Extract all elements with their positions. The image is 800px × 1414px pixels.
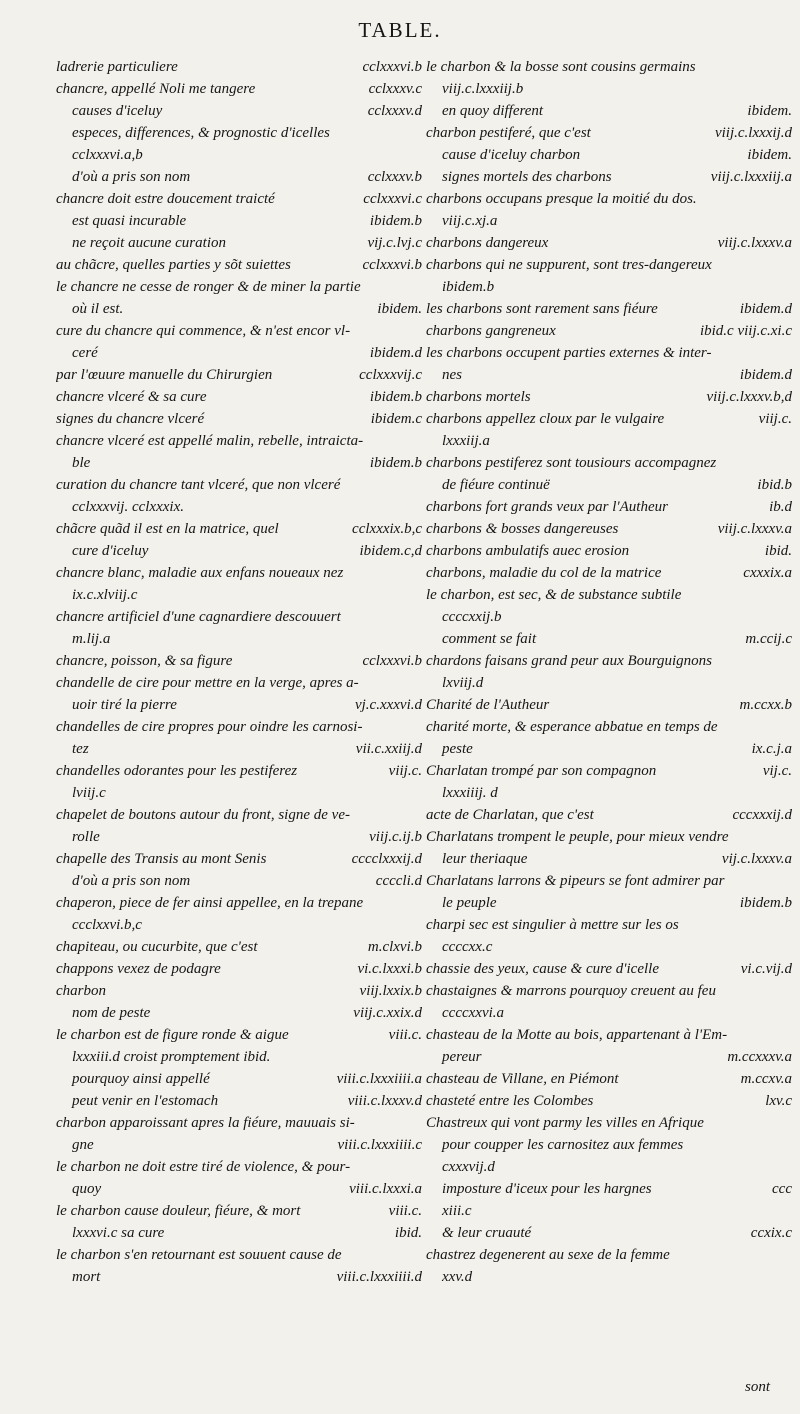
- entry-text: d'où a pris son nom: [72, 873, 191, 889]
- index-entry: [426, 892, 792, 914]
- index-entry: [426, 144, 792, 166]
- entry-text: cxxxvij.d: [442, 1159, 495, 1175]
- entry-text: ladrerie particuliere: [56, 59, 178, 75]
- entry-reference: cclxxxvi.c: [363, 191, 422, 207]
- entry-reference: ccc: [772, 1181, 792, 1197]
- index-entry: [56, 122, 422, 144]
- entry-text: chancre, appellé Noli me tangere: [56, 81, 256, 97]
- index-entry: [56, 1134, 422, 1156]
- left-column: [56, 56, 422, 1288]
- entry-text: lxxxiiij. d: [442, 785, 498, 801]
- entry-reference: m.ccxv.a: [740, 1071, 792, 1087]
- index-entry: [56, 606, 422, 628]
- index-entry: [426, 298, 792, 320]
- entry-text: le charbon ne doit estre tiré de violence, & pour-: [56, 1159, 351, 1175]
- entry-reference: ix.c.j.a: [751, 741, 792, 757]
- entry-text: chaperon, piece de fer ainsi appellee, en la trepane: [56, 895, 364, 911]
- entry-text: chancre blanc, maladie aux enfans noueaux nez: [56, 565, 344, 581]
- entry-text: acte de Charlatan, que c'est: [426, 807, 594, 823]
- entry-text: cclxxxvij. cclxxxix.: [72, 499, 184, 515]
- entry-reference: ibidem.: [747, 103, 792, 119]
- entry-text: chancre, poisson, & sa figure: [56, 653, 233, 669]
- entry-text: chardons faisans grand peur aux Bourguignons: [426, 653, 712, 669]
- entry-text: charbon pestiferé, que c'est: [426, 125, 591, 141]
- entry-reference: vii.c.xxiij.d: [355, 741, 422, 757]
- index-entry: [426, 320, 792, 342]
- entry-text: lxxxiij.a: [442, 433, 490, 449]
- entry-text: chapelle des Transis au mont Senis: [56, 851, 267, 867]
- index-entry: [56, 188, 422, 210]
- entry-text: d'où a pris son nom: [72, 169, 191, 185]
- index-entry: [426, 1156, 792, 1178]
- entry-text: au chãcre, quelles parties y sõt suiettes: [56, 257, 291, 273]
- index-entry: [56, 1178, 422, 1200]
- index-entry: [426, 980, 792, 1002]
- index-entry: [426, 56, 792, 78]
- entry-reference: cxxxix.a: [743, 565, 792, 581]
- entry-text: chapelet de boutons autour du front, signe de ve-: [56, 807, 350, 823]
- entry-reference: ibidem.c,d: [359, 543, 422, 559]
- entry-reference: viij.c.xxix.d: [353, 1005, 422, 1021]
- entry-text: en quoy different: [442, 103, 544, 119]
- index-entry: [56, 430, 422, 452]
- entry-text: chastaignes & marrons pourquoy creuent au feu: [426, 983, 716, 999]
- index-entry: [56, 870, 422, 892]
- index-entry: [56, 320, 422, 342]
- index-entry: [56, 1068, 422, 1090]
- entry-text: Charlatan trompé par son compagnon: [426, 763, 657, 779]
- entry-text: le peuple: [442, 895, 497, 911]
- index-entry: [426, 826, 792, 848]
- entry-text: ibidem.b: [442, 279, 495, 295]
- entry-text: mort: [72, 1269, 101, 1285]
- entry-reference: vij.c.lxxxv.a: [721, 851, 792, 867]
- entry-text: ceré: [72, 345, 98, 361]
- index-entry: [426, 650, 792, 672]
- entry-reference: cclxxxvij.c: [359, 367, 422, 383]
- entry-reference: viii.c.lxxxi.a: [349, 1181, 422, 1197]
- entry-text: le charbon s'en retournant est souuent cause de: [56, 1247, 342, 1263]
- index-entry: [426, 452, 792, 474]
- index-entry: [56, 760, 422, 782]
- entry-text: le charbon est de figure ronde & aigue: [56, 1027, 289, 1043]
- index-entry: [56, 496, 422, 518]
- index-entry: [56, 166, 422, 188]
- index-entry: [56, 342, 422, 364]
- index-entry: [426, 78, 792, 100]
- entry-reference: viii.c.lxxxiiii.d: [336, 1269, 422, 1285]
- entry-text: chassie des yeux, cause & cure d'icelle: [426, 961, 659, 977]
- entry-text: charbons appellez cloux par le vulgaire: [426, 411, 665, 427]
- entry-text: gne: [72, 1137, 94, 1153]
- index-entry: [56, 936, 422, 958]
- entry-reference: ibidem.b: [369, 389, 422, 405]
- entry-reference: viij.c.ij.b: [369, 829, 422, 845]
- entry-text: chancre vlceré & sa cure: [56, 389, 207, 405]
- entry-reference: cclxxxix.b,c: [352, 521, 422, 537]
- index-entry: [426, 848, 792, 870]
- entry-text: charpi sec est singulier à mettre sur les os: [426, 917, 679, 933]
- index-entry: [426, 716, 792, 738]
- entry-reference: m.clxvi.b: [367, 939, 422, 955]
- index-entry: [56, 56, 422, 78]
- index-entry: [426, 782, 792, 804]
- index-entry: [56, 452, 422, 474]
- index-entry: [426, 518, 792, 540]
- entry-text: especes, differences, & prognostic d'icelles: [72, 125, 330, 141]
- entry-reference: viij.lxxix.b: [359, 983, 422, 999]
- entry-text: nes: [442, 367, 462, 383]
- entry-reference: viii.c.: [388, 1203, 422, 1219]
- index-entry: [426, 628, 792, 650]
- index-entry: [426, 1266, 792, 1288]
- entry-reference: ibidem.b: [369, 213, 422, 229]
- entry-text: ccccxxvi.a: [442, 1005, 505, 1021]
- index-entry: [426, 210, 792, 232]
- index-entry: [426, 694, 792, 716]
- entry-reference: ibid.: [394, 1225, 422, 1241]
- entry-text: chasteau de Villane, en Piémont: [426, 1071, 619, 1087]
- entry-reference: viij.c.: [388, 763, 422, 779]
- index-entry: [56, 716, 422, 738]
- index-entry: [426, 408, 792, 430]
- index-entry: [56, 672, 422, 694]
- entry-text: viij.c.xj.a: [442, 213, 498, 229]
- entry-text: charbons qui ne suppurent, sont tres-dangereux: [426, 257, 712, 273]
- entry-text: rolle: [72, 829, 100, 845]
- index-entry: [56, 386, 422, 408]
- index-entry: [426, 1134, 792, 1156]
- entry-text: quoy: [72, 1181, 102, 1197]
- entry-text: charbon apparoissant apres la fiéure, mauuais si-: [56, 1115, 355, 1131]
- index-entry: [56, 848, 422, 870]
- index-entry: [426, 1200, 792, 1222]
- index-entry: [56, 650, 422, 672]
- entry-reference: viij.c.lxxxiij.a: [710, 169, 792, 185]
- entry-reference: vj.c.xxxvi.d: [354, 697, 422, 713]
- entry-text: uoir tiré la pierre: [72, 697, 177, 713]
- index-entry: [56, 1112, 422, 1134]
- entry-text: lxxxiii.d croist promptement ibid.: [72, 1049, 271, 1065]
- index-entry: [426, 276, 792, 298]
- entry-text: peut venir en l'estomach: [72, 1093, 219, 1109]
- index-entry: [426, 540, 792, 562]
- entry-reference: cclxxxvi.b: [362, 257, 422, 273]
- page-header: TABLE.: [358, 18, 442, 42]
- entry-reference: viii.c.: [388, 1027, 422, 1043]
- entry-reference: m.ccij.c: [745, 631, 792, 647]
- entry-text: le chancre ne cesse de ronger & de miner la partie: [56, 279, 361, 295]
- entry-text: ble: [72, 455, 91, 471]
- entry-reference: cclxxxv.b: [367, 169, 422, 185]
- index-entry: [56, 1222, 422, 1244]
- index-entry: [56, 474, 422, 496]
- index-entry: [56, 628, 422, 650]
- index-entry: [56, 144, 422, 166]
- entry-reference: ibidem.d: [739, 367, 792, 383]
- index-entry: [56, 540, 422, 562]
- entry-text: de fiéure continuë: [442, 477, 550, 493]
- index-entry: [56, 276, 422, 298]
- entry-reference: ibid.: [764, 543, 792, 559]
- entry-text: lxxxvi.c sa cure: [72, 1225, 165, 1241]
- index-entry: [56, 78, 422, 100]
- entry-reference: vij.c.: [762, 763, 792, 779]
- entry-text: cure du chancre qui commence, & n'est encor vl-: [56, 323, 351, 339]
- entry-reference: cclxxxvi.b: [362, 653, 422, 669]
- entry-reference: ib.d: [769, 499, 792, 515]
- index-entry: [426, 1112, 792, 1134]
- entry-text: chasteté entre les Colombes: [426, 1093, 594, 1109]
- index-entry: [56, 518, 422, 540]
- entry-text: chãcre quãd il est en la matrice, quel: [56, 521, 279, 537]
- entry-text: cure d'iceluy: [72, 543, 149, 559]
- entry-text: charité morte, & esperance abbatue en temps de: [426, 719, 718, 735]
- entry-text: chapiteau, ou cucurbite, que c'est: [56, 939, 258, 955]
- index-entry: [426, 562, 792, 584]
- entry-text: ccccxx.c: [442, 939, 493, 955]
- entry-text: pereur: [442, 1049, 482, 1065]
- index-entry: [56, 980, 422, 1002]
- index-entry: [426, 386, 792, 408]
- entry-reference: lxv.c: [765, 1093, 792, 1109]
- entry-reference: ccxix.c: [750, 1225, 792, 1241]
- catchword: sont: [744, 1379, 770, 1395]
- entry-reference: ccccli.d: [375, 873, 422, 889]
- entry-text: Charlatans larrons & pipeurs se font admirer par: [426, 873, 725, 889]
- index-entry: [56, 1266, 422, 1288]
- index-entry: [426, 166, 792, 188]
- entry-text: charbons fort grands veux par l'Autheur: [426, 499, 668, 515]
- entry-text: les charbons sont rarement sans fiéure: [426, 301, 658, 317]
- entry-text: le charbon & la bosse sont cousins germains: [426, 59, 696, 75]
- entry-reference: viii.c.lxxxiiii.c: [337, 1137, 422, 1153]
- index-entry: [426, 804, 792, 826]
- entry-reference: viij.c.lxxxv.b,d: [706, 389, 792, 405]
- entry-text: tez: [72, 741, 89, 757]
- index-entry: [426, 1222, 792, 1244]
- entry-text: charbons pestiferez sont tousiours accompagnez: [426, 455, 717, 471]
- entry-reference: viij.c.lxxxv.a: [717, 235, 792, 251]
- index-entry: [426, 914, 792, 936]
- entry-text: ccccxxij.b: [442, 609, 502, 625]
- index-entry: [56, 782, 422, 804]
- entry-text: causes d'iceluy: [72, 103, 163, 119]
- entry-reference: ibidem.c: [370, 411, 422, 427]
- index-entry: [426, 188, 792, 210]
- entry-text: chancre artificiel d'une cagnardiere descouuert: [56, 609, 341, 625]
- index-entry: [56, 562, 422, 584]
- index-entry: [426, 1024, 792, 1046]
- index-entry: [426, 672, 792, 694]
- index-entry: [426, 584, 792, 606]
- entry-text: pour coupper les carnositez aux femmes: [442, 1137, 684, 1153]
- index-entry: [56, 210, 422, 232]
- index-entry: [426, 364, 792, 386]
- entry-reference: m.ccxx.b: [739, 697, 792, 713]
- index-entry: [56, 1024, 422, 1046]
- entry-text: viij.c.lxxxiij.b: [442, 81, 524, 97]
- index-entry: [56, 254, 422, 276]
- index-entry: [56, 1200, 422, 1222]
- entry-text: chappons vexez de podagre: [56, 961, 221, 977]
- entry-reference: ibidem.: [747, 147, 792, 163]
- entry-text: xiii.c: [442, 1203, 472, 1219]
- entry-text: chastrez degenerent au sexe de la femme: [426, 1247, 670, 1263]
- entry-text: chasteau de la Motte au bois, appartenant à l'Em-: [426, 1027, 728, 1043]
- entry-text: chandelles de cire propres pour oindre les carnosi-: [56, 719, 363, 735]
- entry-reference: ibidem.d: [739, 301, 792, 317]
- entry-text: m.lij.a: [72, 631, 111, 647]
- entry-reference: vi.c.lxxxi.b: [357, 961, 422, 977]
- entry-text: ccclxxvi.b,c: [72, 917, 142, 933]
- entry-reference: viij.c.: [758, 411, 792, 427]
- entry-text: cclxxxvi.a,b: [72, 147, 143, 163]
- entry-reference: ibidem.d: [369, 345, 422, 361]
- entry-reference: ibidem.b: [739, 895, 792, 911]
- index-entry: [426, 936, 792, 958]
- entry-reference: cccxxxij.d: [732, 807, 792, 823]
- entry-reference: m.ccxxxv.a: [727, 1049, 792, 1065]
- index-entry: [426, 1046, 792, 1068]
- entry-text: chandelles odorantes pour les pestiferez: [56, 763, 298, 779]
- index-entry: [56, 584, 422, 606]
- entry-text: charbons occupans presque la moitié du dos.: [426, 191, 697, 207]
- entry-text: Charité de l'Autheur: [426, 697, 550, 713]
- index-entry: [56, 694, 422, 716]
- index-entry: [56, 958, 422, 980]
- entry-text: leur theriaque: [442, 851, 528, 867]
- entry-reference: vi.c.vij.d: [740, 961, 792, 977]
- index-entry: [426, 738, 792, 760]
- entry-reference: cclxxxvi.b: [362, 59, 422, 75]
- index-entry: [426, 1178, 792, 1200]
- entry-text: lviij.c: [72, 785, 106, 801]
- entry-text: les charbons occupent parties externes & inter-: [426, 345, 712, 361]
- index-entry: [426, 232, 792, 254]
- entry-text: lxviij.d: [442, 675, 484, 691]
- index-entry: [56, 364, 422, 386]
- index-entry: [56, 804, 422, 826]
- entry-text: xxv.d: [442, 1269, 473, 1285]
- entry-text: & leur cruauté: [442, 1225, 532, 1241]
- entry-reference: viii.c.lxxxv.d: [347, 1093, 422, 1109]
- entry-text: cause d'iceluy charbon: [442, 147, 581, 163]
- entry-text: signes du chancre vlceré: [56, 411, 205, 427]
- index-entry: [56, 1002, 422, 1024]
- index-entry: [56, 1244, 422, 1266]
- entry-text: charbon: [56, 983, 106, 999]
- entry-reference: ibidem.: [377, 301, 422, 317]
- index-entry: [426, 496, 792, 518]
- entry-text: chancre vlceré est appellé malin, rebelle, intraicta-: [56, 433, 364, 449]
- index-entry: [56, 1156, 422, 1178]
- entry-text: chandelle de cire pour mettre en la verge, apres a-: [56, 675, 359, 691]
- entry-reference: cclxxxv.c: [368, 81, 422, 97]
- index-entry: [56, 738, 422, 760]
- index-entry: [426, 958, 792, 980]
- index-entry: [56, 100, 422, 122]
- entry-text: Charlatans trompent le peuple, pour mieux vendre: [426, 829, 729, 845]
- index-entry: [56, 1046, 422, 1068]
- entry-text: Chastreux qui vont parmy les villes en Afrique: [426, 1115, 704, 1131]
- entry-text: charbons mortels: [426, 389, 531, 405]
- entry-text: charbons, maladie du col de la matrice: [426, 565, 662, 581]
- entry-text: ix.c.xlviij.c: [72, 587, 138, 603]
- index-entry: [426, 870, 792, 892]
- entry-text: charbons & bosses dangereuses: [426, 521, 619, 537]
- index-entry: [426, 474, 792, 496]
- index-entry: [426, 1002, 792, 1024]
- entry-text: peste: [442, 741, 473, 757]
- entry-text: pourquoy ainsi appellé: [72, 1071, 210, 1087]
- entry-text: charbons gangreneux: [426, 323, 556, 339]
- index-entry: [426, 430, 792, 452]
- index-entry: [426, 122, 792, 144]
- entry-reference: cclxxxv.d: [367, 103, 422, 119]
- index-entry: [426, 342, 792, 364]
- entry-reference: cccclxxxij.d: [351, 851, 422, 867]
- index-entry: [426, 1090, 792, 1112]
- entry-reference: viii.c.lxxxiiii.a: [336, 1071, 422, 1087]
- index-entry: [56, 232, 422, 254]
- index-entry: [56, 892, 422, 914]
- entry-reference: ibid.b: [757, 477, 792, 493]
- index-entry: [426, 1068, 792, 1090]
- entry-text: ne reçoit aucune curation: [72, 235, 226, 251]
- entry-text: le charbon cause douleur, fiéure, & mort: [56, 1203, 301, 1219]
- entry-text: imposture d'iceux pour les hargnes: [442, 1181, 652, 1197]
- entry-text: charbons ambulatifs auec erosion: [426, 543, 630, 559]
- entry-reference: ibidem.b: [369, 455, 422, 471]
- entry-reference: viij.c.lxxxij.d: [714, 125, 792, 141]
- index-entry: [426, 1244, 792, 1266]
- index-entry: [56, 298, 422, 320]
- entry-text: par l'œuure manuelle du Chirurgien: [56, 367, 273, 383]
- entry-text: charbons dangereux: [426, 235, 549, 251]
- entry-reference: vij.c.lvj.c: [367, 235, 422, 251]
- entry-text: chancre doit estre doucement traicté: [56, 191, 275, 207]
- entry-text: signes mortels des charbons: [442, 169, 612, 185]
- entry-reference: viij.c.lxxxv.a: [717, 521, 792, 537]
- entry-text: curation du chancre tant vlceré, que non vlceré: [56, 477, 341, 493]
- index-entry: [426, 760, 792, 782]
- index-entry: [426, 606, 792, 628]
- index-entry: [426, 254, 792, 276]
- entry-text: où il est.: [72, 301, 124, 317]
- entry-text: comment se fait: [442, 631, 537, 647]
- entry-text: nom de peste: [72, 1005, 151, 1021]
- entry-text: est quasi incurable: [72, 213, 187, 229]
- entry-text: le charbon, est sec, & de substance subtile: [426, 587, 682, 603]
- right-column: [426, 56, 792, 1288]
- entry-reference: ibid.c viij.c.xi.c: [699, 323, 792, 339]
- index-entry: [56, 914, 422, 936]
- index-entry: [56, 408, 422, 430]
- index-entry: [56, 826, 422, 848]
- index-entry: [426, 100, 792, 122]
- index-entry: [56, 1090, 422, 1112]
